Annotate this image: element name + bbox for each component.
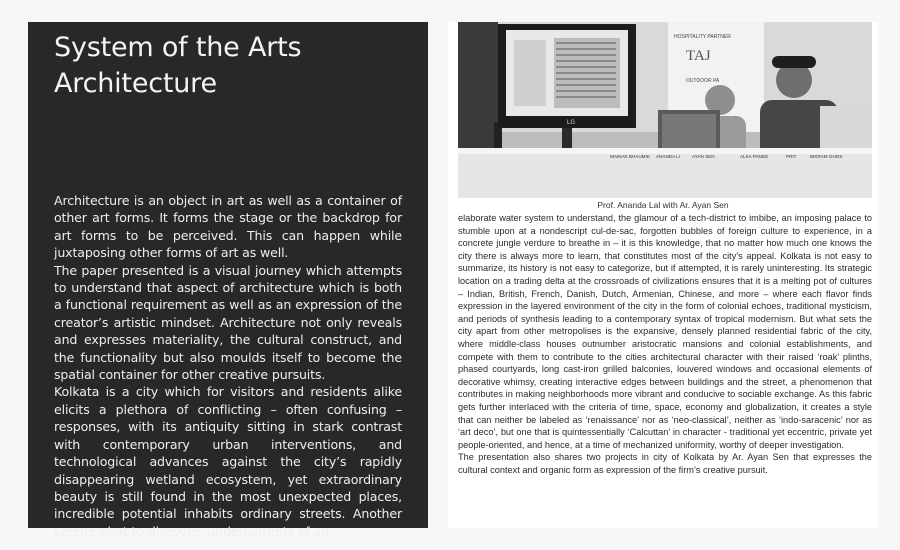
nameplate-3: AYAN SEN (692, 154, 715, 159)
left-paragraph-3: Kolkata is a city which for visitors and residents alike elicits a plethora of conflicting – often confusing – responses, with its antiquity sitting in stark contrast with contemporary urban interventions, and technological advances against the city’s rapidly disappearing wetland ecosystem, yet extraordinary beauty is still found in the most unexpected places, incredible potential inhabits ordinary streets. Another serene ghat to discover, undercurrents of an (54, 384, 402, 539)
monitor-brand-label: LG (567, 120, 576, 126)
event-photo (458, 22, 872, 198)
left-body-text (54, 192, 402, 540)
photo-illustration (458, 22, 872, 198)
left-page (28, 22, 428, 539)
nameplate-5: PRIT (786, 154, 797, 159)
nameplate-2: ANANDA LI (656, 154, 680, 159)
left-paragraph-1: Architecture is an object in art as well as a container of other art forms. It forms the stage or the backdrop for art forms to be perceived. This can happen while juxtaposing other forms of art as well. (54, 193, 402, 261)
page-title (54, 30, 402, 102)
nameplate-6: BIKRAM GHOS (810, 154, 843, 159)
right-body-text (458, 212, 872, 476)
nameplate-4: ALKA PANDE (740, 154, 769, 159)
right-paragraph-2: The presentation also shares two projects in city of Kolkata by Ar. Ayan Sen that expresses the cultural context and organic form as expression of the firm’s creative pursuit. (458, 452, 872, 475)
title-line-1: System of the Arts (54, 32, 302, 63)
left-paragraph-2: The paper presented is a visual journey which attempts to understand that aspect of architecture which is both a functional requirement as well as an expression of the creator’s artistic mindset. Architecture not only reveals and expresses materiality, the cultural construct, and the functionality but also moulds itself to become the spatial container for other creative pursuits. (54, 262, 402, 383)
banner-logo: TAJ (686, 48, 711, 64)
title-line-2: Architecture (54, 68, 217, 99)
right-paragraph-1: elaborate water system to understand, the glamour of a tech-district to imbibe, an imposing palace to stumble upon at a nondescript cul-de-sac, forgotten bubbles of foreign culture to experience, in a concrete jungle verdure to breathe in – it is this knowledge, that no matter how much one knows the city there is always more to learn, that constitutes most of the city’s appeal. Kolkata is not easy to summarize, its history is not easy to categorize, but if attempted, it is rarely uninteresting. Its strategic location on a trading delta at the crossroads of civilizations ensures that it is a melting pot of cultures – Indian, British, French, Danish, Dutch, Armenian, Chinese, and more – where each flavor finds expression in the layered environment of the city in the form of colonial echoes, traditional mysticism, and periods of synthesis leading to a contemporary syntax of tropical modernism. But what sets the city apart from other metropolises is the expansive, densely planned residential fabric of the city, where middle-class houses outnumber aristocratic mansions and colonial establishments, and compete with them to contribute to the cities architectural character with their raised ‘roak’ plinths, phased courtyards, long cast-iron grilled balconies, louvered windows and occasional elements of decorative whimsy, creating interactive edges between buildings and the street, a phenomenon that contributes in making neighborhoods more vibrant and conducive to sociable exchange. As this fabric gets further interlaced with the criteria of time, space, economy and globalization, it creates a style that can neither be labeled as ‘renaissance’ nor as ‘neo-classical’, neither as ‘indo-saracenic’ nor as ‘art deco’, but one that is quintessentially ‘Calcuttan’ in character - traditional yet eccentric, private yet people-oriented, and hence, at a time of mechanized uniformity, worthy of deeper investigation. (458, 213, 872, 450)
banner-line-1: HOSPITALITY PARTNER (674, 34, 731, 40)
photo-caption: Prof. Ananda Lal with Ar. Ayan Sen (597, 200, 729, 210)
nameplate-1: MAINAK BHAUMIK (610, 154, 650, 159)
right-page (448, 22, 878, 528)
banner-line-2: OUTDOOR PA (686, 78, 720, 84)
